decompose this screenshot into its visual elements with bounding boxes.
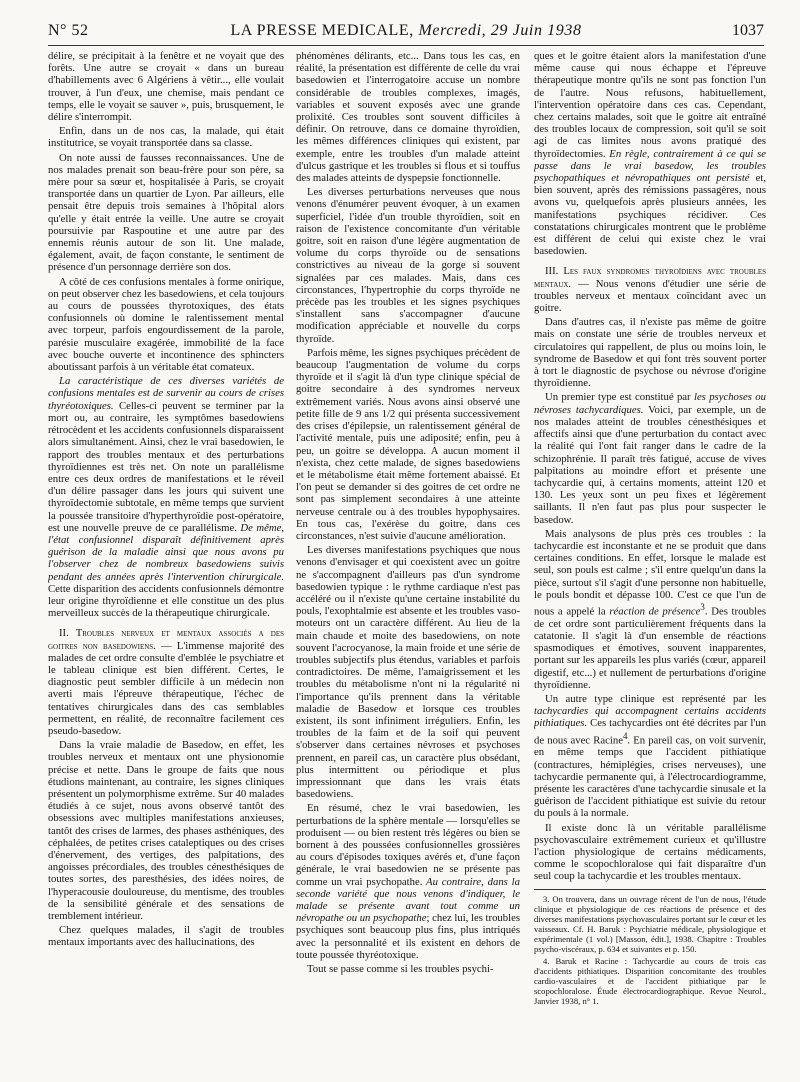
text-run: — L'immense majorité des malades de cet ordre consulte d'emblée le psychiatre et le tableau clinique est bien différent. Certes, le diagnostic peut sembler difficile à un médecin non averti mais l'épreuve thérapeutique, l'échec de tentatives chirurgicales dans des cas semblables permettent, en réalité, de reconnaître facilement ces pseudo-basedow.	[48, 639, 284, 737]
paragraph: A côté de ces confusions mentales à forme onirique, on peut observer chez les basedowiens, et cela toujours au cours de poussées thyrotoxiques, des états confusionnels où domine le ralentissement mental avec torpeur, parfois engourdissement de la parole, parésie musculaire exagérée, immobilité de la face avec bouche ouverte et incontinence des sphincters aboutissant parfois à un véritable état comateux.	[48, 275, 284, 374]
column-3	[534, 50, 766, 1072]
footnote-ref: 4	[622, 730, 628, 741]
footnote-ref: 3	[700, 601, 705, 612]
masthead	[48, 22, 764, 40]
paragraph: On note aussi de fausses reconnaissances. Une de nos malades prenait son beau-frère pour son père, sa mère pour sa sœur et, hospitalisée à Paris, se croyait transportée dans un quartier de Lyon. Par ailleurs, elle pensait être depuis trois semaines à l'hôpital alors qu'elle y était entrée la veille. Une autre se croyait poursuivie par Raspoutine et une autre par des ennemis réunis autour de son lit. Une malade, également, avait, de façon constante, le sentiment de présence d'un personnage derrière son dos.	[48, 151, 284, 274]
paragraph: Dans la vraie maladie de Basedow, en effet, les troubles nerveux et mentaux ont une physionomie précise et nette. Dans le groupe de faits que nous étudions maintenant, au contraire, les signes cliniques présentent un polymorphisme extrême. Sur 40 malades étudiés à ce sujet, nous avons observé tantôt des obsessions avec multiples manifestations anxieuses, tantôt des crises de larmes, des phases asthéniques, des céphalées, de petites crises cataleptiques ou des crises d'énervement, des vertiges, des palpitations, des angoisses précordiales, des troubles cénesthésiques de toutes sortes, des paresthésies, des idées noires, de l'hyperacousie douloureuse, du mentisme, des troubles de la sensibilité générale et des sensations de tremblement intérieur.	[48, 739, 284, 923]
emphasis: les psychoses ou névroses tachycardiques.	[534, 391, 766, 416]
paragraph: Dans d'autres cas, il n'existe pas même de goitre mais on constate une série de troubles nerveux et circulatoires qui rappellent, de plus ou moins loin, le syndrome de Basedow et qui font très souvent porter à tort le diagnostic de psychose ou névrose d'origine thyroïdienne.	[534, 316, 766, 390]
text-run: Un premier type est constitué par	[545, 391, 694, 404]
page-number: 1037	[732, 22, 764, 39]
text-run: et, bien souvent, après des rémissions passagères, nous avons vu, quelquefois après plusieurs années, les manifestations psychiques récidiver. Ces constatations chirurgicales montrent que le problème est différent de celui qui existe chez le vrai basedowien.	[534, 172, 766, 258]
emphasis: La caractéristique de ces diverses variétés de confusions mentales est de survenir au cours de crises thyréotoxiques.	[48, 375, 284, 412]
paragraph: Les diverses manifestations psychiques que nous venons d'envisager et qui coexistent avec un goitre ne s'accompagnent d'ailleurs pas d'un syndrome basedowien typique : le rythme cardiaque n'est pas accéléré ou il n'existe qu'une certaine instabilité du pouls, l'exophtalmie est absente et les troubles vaso-moteurs ont un caractère différent. Au lieu de la main chaude et moite des basedowiens, on note souvent l'acrocyanose, la main froide et une série de troubles subjectifs plus étendus, variables et parfois contradictoires. De même, l'amaigrissement et les troubles du métabolisme n'ont ni la régularité ni l'importance qu'ils prennent dans la véritable maladie de Basedow et lorsque ces troubles existent, ils sont infiniment irréguliers. Enfin, les troubles de la faim et de la soif qui peuvent s'observer dans certaines névroses et psychoses prennent, en pareil cas, un caractère plus obsédant, plus intermittent ou périodique et plus impressionnant que dans les vrais états basedowiens.	[296, 544, 520, 801]
paragraph	[534, 50, 766, 257]
text-run: En résumé, chez le vrai basedowien, les perturbations de la sphère mentale — lorsqu'elles se produisent — ou bien restent très légères ou bien se bornent à des poussées confusionnelles grossières au cours d'épisodes toxiques avérés et, d'une façon générale, le vrai basedowien ne se présente pas comme un vrai psychopathe.	[296, 802, 520, 888]
text-run: ; chez lui, les troubles psychiques sont beaucoup plus fins, plus intriqués avec la personnalité et ils existent en dehors de toute poussée thyréotoxique.	[296, 912, 520, 961]
text-run: Celles-ci peuvent se terminer par la mort ou, au contraire, les symptômes basedowiens rétrocèdent et les accidents confusionnels disparaissent alors simultanément. Ainsi, chez le vrai basedowien, le rapport des troubles mentaux et des perturbations thyroïdiennes est très net. On note un parallélisme entre ces deux ordres de manifestations et le réveil d'un délire passager dans les jours qui suivent une thyroïdectomie subtotale, en même temps que survient la poussée transitoire d'hyperthyroïdie post-opératoire, est une nouvelle preuve de ce parallélisme.	[48, 399, 284, 534]
text-run: Ces tachycardies ont été décrites par l'un de nous avec Racine	[534, 717, 766, 747]
column-2	[296, 50, 520, 1072]
issue-number: N° 52	[48, 22, 89, 39]
paragraph	[48, 375, 284, 619]
text-run: Cette disparition des accidents confusionnels démontre leur origine thyroïdienne et elle constitue un des plus merveilleux succès de la thérapeutique chirurgicale.	[48, 582, 284, 620]
paragraph: Chez quelques malades, il s'agit de troubles mentaux importants avec des hallucinations, des	[48, 924, 284, 949]
footnotes	[534, 889, 766, 1006]
paragraph: Parfois même, les signes psychiques précèdent de beaucoup l'augmentation de volume du corps thyroïde et il s'agit là d'un type clinique spécial de goitre secondaire à des syndromes nerveux extrêmement variés. Nous avons ainsi observé une petite fille de 9 ans 1/2 qui présenta successivement des crises d'épilepsie, un ralentissement général de l'activité mentale, puis une adiposité; enfin, peu à peu, un goitre se développa. A aucun moment il n'exista, chez cette malade, de signes basedowiens et le métabolisme était même fortement abaissé. Et l'on peut se demander si des goitres de cet ordre ne sont pas simplement secondaires à une atteinte nerveuse centrale ou à des troubles hypophysaires. En tous cas, l'exérèse du goitre, dans ces circonstances, n'est suivie d'aucune amélioration.	[296, 346, 520, 542]
issue-date: Mercredi, 29 Juin 1938	[418, 22, 582, 39]
paragraph: phénomènes délirants, etc... Dans tous les cas, en réalité, la présentation est différente de celle du vrai basedowien et l'interrogatoire accuse un nombre considérable de troubles complexes, imagés, variables et souvent exposés avec une grande prolixité. Ces troubles sont souvent difficiles à définir. On retrouve, dans ce domaine thyroïdien, les mêmes différences cliniques qui existent, par exemple, entre les troubles d'un malade atteint d'ulcus gastrique et les troubles si flous et si touffus des malades atteints de dyspepsie fonctionnelle.	[296, 50, 520, 185]
paragraph	[296, 802, 520, 961]
section-ii	[48, 627, 284, 737]
text-run: . En pareil cas, on voit survenir, en même temps que l'accident pithiatique (contractures, hémiplégies, crises nerveuses), une tachycardie permanente qui, à l'électrocardiogramme, présente les caractères d'une tachycardie sinusale et la guérison de l'accident pithiatique est suivie du retour du pouls à la normale.	[534, 734, 766, 820]
section-heading: III. Les faux syndromes thyroïdiens avec troubles mentaux.	[534, 265, 766, 290]
paragraph: Enfin, dans un de nos cas, la malade, qui était institutrice, se voyait transportée dans sa classe.	[48, 125, 284, 150]
paragraph	[534, 391, 766, 525]
page-header	[48, 22, 764, 44]
section-iii	[534, 265, 766, 314]
paragraph: délire, se précipitait à la fenêtre et ne voyait que des forêts. Une autre se croyait « dans un bureau d'habillements avec 6 Algériens à vêtir..., elle voulait trouver, à l'un d'eux, une chemise, mais pendant ce temps, elle le voyait se sauver », puis, brusquement, le délire s'interrompit.	[48, 50, 284, 124]
text-run: Un autre type clinique est représenté par les	[545, 692, 766, 705]
paragraph	[534, 528, 766, 691]
text-run: ques et le goitre étaient alors la manifestation d'une même cause qui nous échappe et l'épreuve thérapeutique montre qu'ils ne sont pas fonction l'un de l'autre. Nous refusons, habituellement, l'intervention opératoire dans ces cas. Cependant, chez certains malades, soit que le goitre ait entraîné des troubles locaux de compression, soit qu'il se soit agi de cas limites nous avons pratiqué des thyroïdectomies.	[534, 50, 766, 160]
journal-title: LA PRESSE MEDICALE,	[230, 22, 414, 39]
paragraph: Tout se passe comme si les troubles psychi-	[307, 963, 494, 976]
footnote: 4. Baruk et Racine : Tachycardie au cours de trois cas d'accidents pithiatiques. Disparition concomitante des troubles cardio-vasculaires et de l'accident pithiatique par le scopochloralose. Étude électrocardiographique. Revue Neurol., Janvier 1938, n° 1.	[534, 955, 766, 1006]
emphasis: réaction de présence	[609, 605, 701, 618]
header-rule	[48, 45, 764, 46]
paragraph	[534, 693, 766, 820]
emphasis: En règle, contrairement à ce qui se passe dans le vrai basedow, les troubles psychopathiques et névropathiques ont persisté	[534, 147, 766, 185]
text-run: Voici, par exemple, un de nos malades atteint de troubles cénesthésiques et affectifs ainsi que d'une perturbation du contact avec la réalité qui l'ont fait ranger dans le cadre de la schizophrénie. Il paraît très fatigué, accuse de vives palpitations au moindre effort et présente une tachycardie qui, à certains moments, atteint 120 et 130. Les yeux sont un peu fixes et légèrement saillants. Il n'en faut pas plus pour suspecter le basedow.	[534, 403, 766, 526]
emphasis: tachycardies qui accompagnent certains accidents pithiatiques.	[534, 705, 766, 730]
text-run: Mais analysons de plus près ces troubles : la tachycardie est inconstante et ne se produit que dans certaines conditions. En effet, lorsque le malade est seul, son pouls est calme ; s'il entre quelqu'un dans la pièce, surtout s'il s'agit d'une personne non habituelle, le pouls bondit et dépasse 100. C'est ce que l'un de nous a appelé la	[534, 527, 766, 618]
text-run: — Nous venons d'étudier une série de troubles nerveux et mentaux coïncidant avec un goitre.	[534, 277, 766, 315]
section-heading: II. Troubles nerveux et mentaux associés a des goitres non basedowiens.	[48, 627, 284, 652]
footnote: 3. On trouvera, dans un ouvrage récent de l'un de nous, l'étude clinique et physiologique de ces réactions de présence et des diverses manifestations psychovasculaires portant sur le cœur et les vaisseaux. Cf. H. Baruk : Psychiatrie médicale, physiologique et expérimentale (1 vol.) [Masson, édit.], 1938. Chapitre : Troubles psycho-viscéraux, p. 634 et suivantes et p. 150.	[534, 893, 766, 954]
paragraph: Les diverses perturbations nerveuses que nous venons d'énumérer peuvent évoquer, à un examen superficiel, l'idée d'un trouble thyroïdien, soit en raison de l'existence concomitante d'un véritable goitre, soit en raison d'une légère augmentation de volume du corps thyroïde ou de sensations constrictives au niveau de la gorge si souvent signalées par ces malades. Mais, dans ces circonstances, l'hypertrophie du corps thyroïde ne précède pas les troubles et les signes psychiques s'installent sans s'accompagner d'aucune modification appréciable et nouvelle du corps thyroïde.	[296, 186, 520, 345]
paragraph: Il existe donc là un véritable parallélisme psychovasculaire extrêmement curieux et qu'illustre l'action physiologique de certains médicaments, comme le scopochloralose qui fait disparaître d'un seul coup la tachycardie et les troubles mentaux.	[534, 821, 766, 883]
emphasis: De même, l'état confusionnel disparaît définitivement après guérison de la maladie ainsi que nous avons pu l'observer chez de nombreux basedowiens suivis pendant des années après l'intervention chirurgicale.	[48, 521, 284, 583]
column-1	[48, 50, 284, 1072]
text-run: . Des troubles de cet ordre sont particulièrement fréquents dans la catatonie. Il s'agit là d'un ensemble de réactions spasmodiques et émotives, souvent inapparentes, portant sur les appareils les plus variés (cœur, appareil digestif, etc...) et nullement de perturbations d'origine thyroïdienne.	[534, 605, 766, 691]
emphasis: Au contraire, dans la seconde variété que nous venons d'indiquer, le malade se présente avant tout comme un névropathe ou un psychopathe	[296, 875, 520, 925]
